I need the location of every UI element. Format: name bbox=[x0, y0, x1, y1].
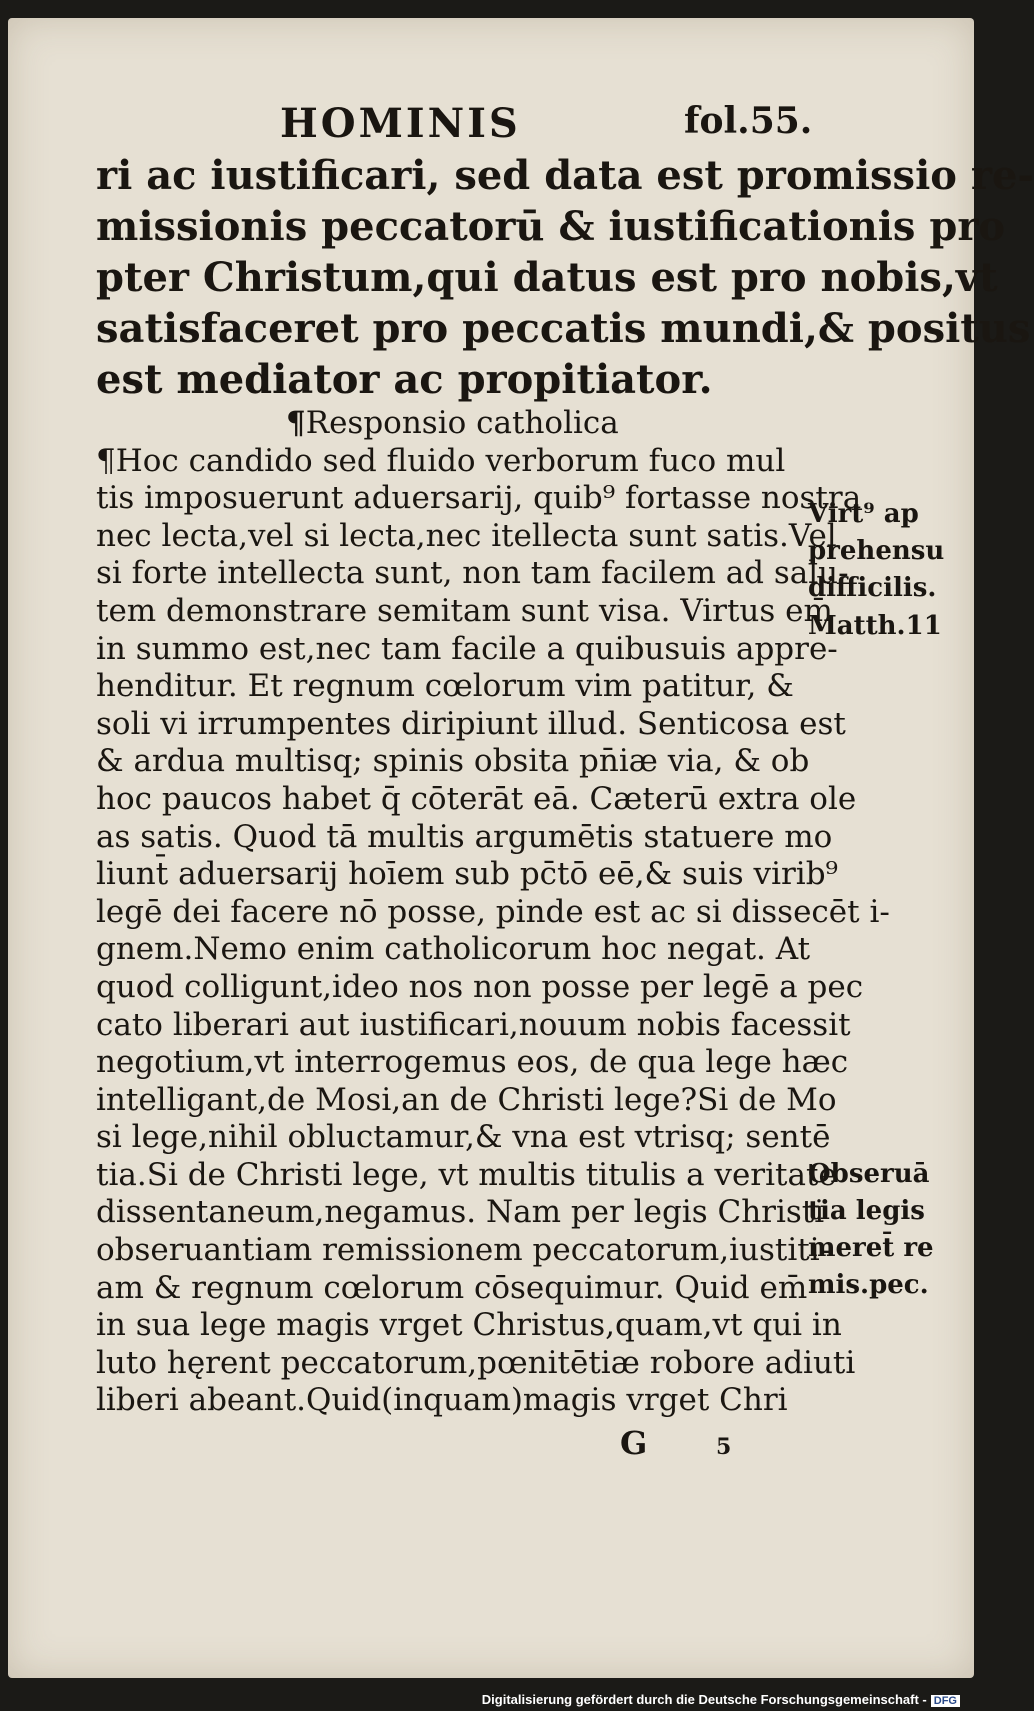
margin-note-virtus: Virt⁹ ap prehensu difficilis. bbox=[808, 499, 945, 603]
text-line: missionis peccatorū & iustificationis pro bbox=[96, 203, 1006, 250]
text-line: soli vi irrumpentes diripiunt illud. Senticosa est bbox=[96, 705, 846, 742]
heading-text: Responsio catholica bbox=[305, 405, 619, 441]
page-header bbox=[8, 80, 974, 147]
text-line: negotium,vt interrogemus eos, de qua lege hæc bbox=[96, 1044, 849, 1081]
text-line: & ardua multisq; spinis obsita pn̄iæ via, & ob bbox=[96, 743, 810, 780]
text-line: tis imposuerunt aduersarij, quib⁹ fortasse nostra bbox=[96, 480, 862, 517]
section-heading bbox=[96, 405, 796, 443]
credit-text: Digitalisierung gefördert durch die Deutsche Forschungsgemeinschaft - bbox=[481, 1692, 927, 1707]
text-line: legē dei facere nō posse, pinde est ac si dissecēt i- bbox=[96, 893, 890, 930]
text-line: nec lecta,vel si lecta,nec itellecta sunt satis.Vel bbox=[96, 517, 837, 554]
text-line: pter Christum,qui datus est pro nobis,vt bbox=[96, 254, 998, 301]
text-line: hoc paucos habet q̄ cōterāt eā. Cæterū extra ole bbox=[96, 780, 857, 817]
pilcrow-mark: ¶ bbox=[286, 405, 306, 441]
signature-letter: G bbox=[620, 1424, 648, 1462]
digitization-credit bbox=[482, 1692, 960, 1707]
text-line: as satis. Quod tā multis argumētis statuere mo bbox=[96, 818, 833, 855]
text-line: gnem.Nemo enim catholicorum hoc negat. At bbox=[96, 931, 811, 968]
text-line: tia.Si de Christi lege, vt multis titulis a veritate bbox=[96, 1156, 837, 1193]
text-line: si lege,nihil obluctamur,& vna est vtrisq; sentē bbox=[96, 1119, 831, 1156]
text-line: ri ac iustificari, sed data est promissio re- bbox=[96, 152, 1034, 199]
text-line: tem demonstrare semitam sunt visa. Virtus em̄ bbox=[96, 592, 833, 629]
signature-number: 5 bbox=[716, 1434, 732, 1460]
text-line: liunt̄ aduersarij hoīem sub pc̄tō eē,& suis virib⁹ bbox=[96, 856, 838, 893]
text-line: dissentaneum,negamus. Nam per legis Christi bbox=[96, 1194, 825, 1231]
text-line: liberi abeant.Quid(inquam)magis vrget Chri bbox=[96, 1382, 788, 1419]
margin-note-matthew: Matth.11 bbox=[808, 611, 942, 641]
text-line: in sua lege magis vrget Christus,quam,vt qui in bbox=[96, 1307, 842, 1344]
text-line: henditur. Et regnum cœlorum vim patitur, & bbox=[96, 668, 794, 705]
text-line: obseruantiam remissionem peccatorum,iustiti- bbox=[96, 1232, 831, 1269]
text-line: si forte intellecta sunt, non tam facilem ad salu- bbox=[96, 555, 849, 592]
text-line: intelligant,de Mosi,an de Christi lege?Si de Mo bbox=[96, 1081, 837, 1118]
text-line: ¶Hoc candido sed fluido verborum fuco mul bbox=[96, 442, 786, 479]
running-head: HOMINIS bbox=[280, 100, 521, 147]
folio-number: fol.55. bbox=[684, 100, 813, 142]
text-line: satisfaceret pro peccatis mundi,& positus bbox=[96, 305, 1031, 352]
text-line: cato liberari aut iustificari,nouum nobis facessit bbox=[96, 1006, 851, 1043]
book-page bbox=[8, 18, 1034, 1678]
text-line: am & regnum cœlorum cōsequimur. Quid em̄ bbox=[96, 1269, 808, 1306]
text-line: in summo est,nec tam facile a quibusuis appre- bbox=[96, 630, 838, 667]
text-line: quod colligunt,ideo nos non posse per legē a pec bbox=[96, 968, 864, 1005]
text-line: est mediator ac propitiator. bbox=[96, 356, 713, 403]
text-line: luto hęrent peccatorum,pœnitētiæ robore adiuti bbox=[96, 1344, 856, 1381]
margin-note-obseruantia: Obseruā tia legis meret̄ re mis.pec. bbox=[808, 1159, 934, 1300]
dfg-logo: DFG bbox=[931, 1695, 960, 1707]
